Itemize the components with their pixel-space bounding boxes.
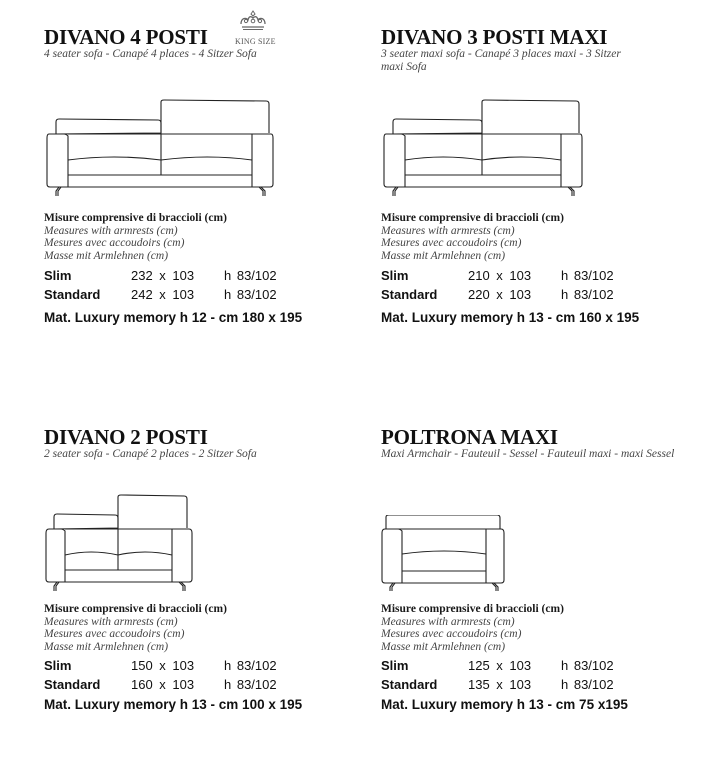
measures-fr: Mesures avec accoudoirs (cm)	[381, 237, 522, 249]
variant-dimensions: 220 x 103	[468, 287, 532, 302]
product-title: DIVANO 4 POSTI	[44, 25, 208, 49]
armchair-maxi-drawing	[381, 515, 505, 591]
backrest	[386, 515, 500, 529]
variant-label: Standard	[381, 287, 438, 302]
mattress-spec: Mat. Luxury memory h 12 - cm 180 x 195	[44, 310, 303, 325]
variant-row	[381, 656, 708, 675]
armrest-left	[46, 529, 65, 582]
leg-left	[56, 187, 61, 196]
variant-row	[44, 656, 374, 675]
measures-de: Masse mit Armlehnen (cm)	[44, 249, 169, 262]
variant-row	[381, 285, 708, 304]
armrest-right	[561, 134, 582, 187]
variant-dimensions: 210 x 103	[468, 268, 532, 283]
measures-de: Masse mit Armlehnen (cm)	[44, 640, 169, 653]
product-card-divano-3-posti-maxi	[381, 26, 708, 74]
variant-row	[381, 675, 708, 694]
mattress-spec: Mat. Luxury memory h 13 - cm 160 x 195	[381, 310, 640, 325]
measures-block	[381, 212, 708, 327]
product-subtitle: Maxi Armchair - Fauteuil - Sessel - Fauteuil maxi - maxi Sessel	[381, 448, 675, 460]
measures-en: Measures with armrests (cm)	[381, 615, 515, 628]
product-card-divano-2-posti	[44, 426, 374, 461]
product-subtitle: 3 seater maxi sofa - Canapé 3 places maxi - 3 Sitzer maxi Sofa	[381, 48, 621, 73]
variant-row	[381, 266, 708, 285]
mattress-spec: Mat. Luxury memory h 13 - cm 75 x195	[381, 697, 628, 712]
measures-en: Measures with armrests (cm)	[381, 224, 515, 237]
variant-dimensions: 232 x 103	[131, 268, 195, 283]
king-size-label: KING SIZE	[235, 37, 276, 46]
variant-dimensions: 135 x 103	[468, 677, 532, 692]
product-title: DIVANO 3 POSTI MAXI	[381, 25, 608, 49]
variant-label: Slim	[44, 658, 72, 673]
leg-left	[393, 187, 398, 196]
variant-dimensions: 125 x 103	[468, 658, 532, 673]
variant-dimensions: 160 x 103	[131, 677, 195, 692]
leg-left	[390, 583, 395, 591]
measures-block	[44, 603, 374, 714]
sofa-3-seater-maxi-drawing	[381, 98, 585, 196]
measures-en: Measures with armrests (cm)	[44, 224, 178, 237]
variant-row	[44, 285, 374, 304]
sofa-2-seater-drawing	[44, 493, 194, 591]
product-subtitle: 2 seater sofa - Canapé 2 places - 2 Sitzer Sofa	[44, 448, 257, 460]
variant-height: h 83/102	[561, 677, 614, 692]
variant-height: h 83/102	[561, 268, 614, 283]
measures-fr: Mesures avec accoudoirs (cm)	[44, 628, 185, 640]
variant-label: Standard	[44, 287, 101, 302]
product-subtitle: 4 seater sofa - Canapé 4 places - 4 Sitzer Sofa	[44, 48, 257, 60]
measures-de: Masse mit Armlehnen (cm)	[381, 249, 506, 262]
leg-right	[179, 582, 185, 591]
variant-label: Slim	[381, 268, 409, 283]
measures-de: Masse mit Armlehnen (cm)	[381, 640, 506, 653]
variant-height: h 83/102	[561, 287, 614, 302]
armrest-left	[47, 134, 68, 187]
measures-heading: Misure comprensive di braccioli (cm)	[44, 603, 227, 615]
armrest-right	[252, 134, 273, 187]
king-size-badge	[235, 10, 276, 46]
armrest-left	[382, 529, 402, 583]
measures-fr: Mesures avec accoudoirs (cm)	[44, 237, 185, 249]
armrest-right	[172, 529, 192, 582]
measures-heading: Misure comprensive di braccioli (cm)	[44, 212, 227, 224]
backrest-low	[56, 119, 161, 134]
measures-fr: Mesures avec accoudoirs (cm)	[381, 628, 522, 640]
product-title: POLTRONA MAXI	[381, 425, 558, 449]
variant-dimensions: 150 x 103	[131, 658, 195, 673]
backrest-raised	[161, 100, 269, 133]
variant-height: h 83/102	[561, 658, 614, 673]
crown-icon	[238, 10, 268, 32]
mattress-spec: Mat. Luxury memory h 13 - cm 100 x 195	[44, 697, 303, 712]
armrest-left	[384, 134, 405, 187]
variant-height: h 83/102	[224, 677, 277, 692]
variant-label: Slim	[44, 268, 72, 283]
backrest-raised	[482, 100, 579, 133]
sofa-4-seater-drawing	[44, 98, 276, 196]
leg-right	[492, 583, 498, 591]
measures-heading: Misure comprensive di braccioli (cm)	[381, 603, 564, 615]
variant-row	[44, 675, 374, 694]
backrest-low	[393, 119, 482, 134]
measures-heading: Misure comprensive di braccioli (cm)	[381, 212, 564, 224]
armrest-right	[486, 529, 504, 583]
variant-height: h 83/102	[224, 658, 277, 673]
leg-left	[54, 582, 59, 591]
measures-en: Measures with armrests (cm)	[44, 615, 178, 628]
backrest-low	[54, 514, 118, 529]
variant-height: h 83/102	[224, 268, 277, 283]
variant-label: Standard	[44, 677, 101, 692]
variant-row	[44, 266, 374, 285]
leg-right	[259, 187, 265, 196]
measures-block	[381, 603, 708, 714]
measures-block	[44, 212, 374, 327]
product-title: DIVANO 2 POSTI	[44, 425, 208, 449]
variant-label: Standard	[381, 677, 438, 692]
backrest-raised	[118, 495, 187, 528]
variant-label: Slim	[381, 658, 409, 673]
product-card-divano-4-posti	[44, 26, 374, 61]
variant-dimensions: 242 x 103	[131, 287, 195, 302]
product-card-poltrona-maxi	[381, 426, 708, 461]
variant-height: h 83/102	[224, 287, 277, 302]
leg-right	[568, 187, 574, 196]
